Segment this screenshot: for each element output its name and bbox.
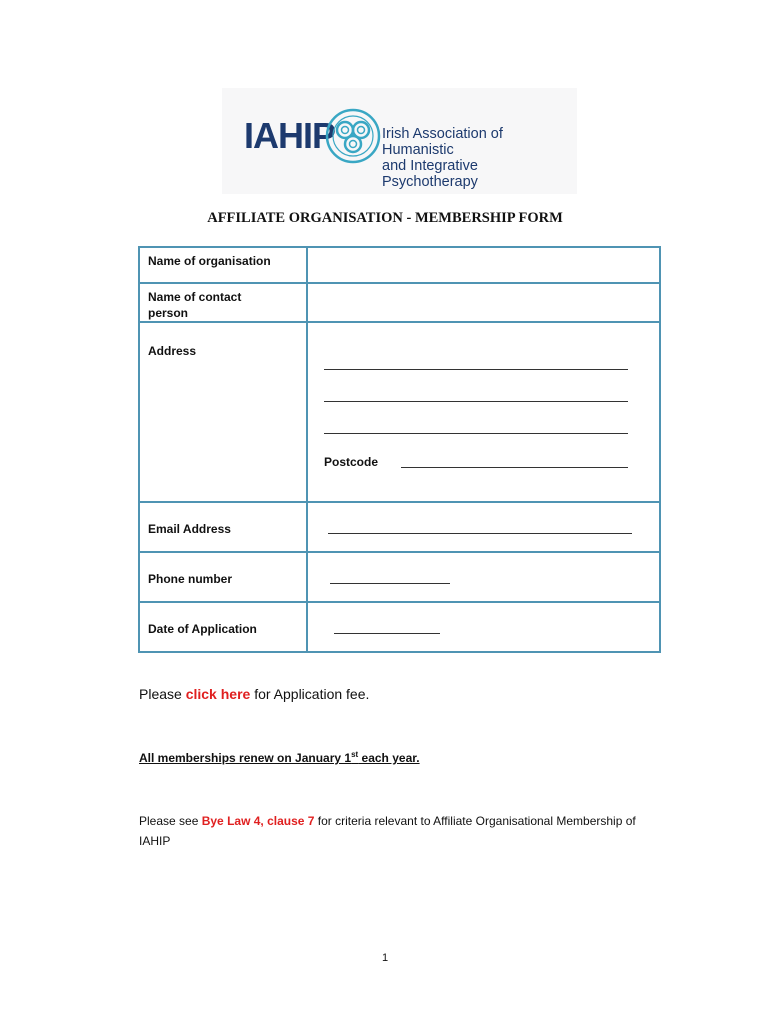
logo-abbr: IAHIP [244, 115, 336, 156]
bylaw-note: Please see Bye Law 4, clause 7 for criteria relevant to Affiliate Organisational Membership of IAHIP [139, 814, 636, 848]
logo-subtitle: Irish Association of Humanistic and Integrative Psychotherapy [382, 126, 503, 190]
contact-name-label: Name of contact person [139, 283, 307, 322]
org-name-label: Name of organisation [139, 247, 307, 283]
date-line[interactable] [334, 633, 440, 634]
email-field[interactable] [307, 502, 660, 552]
email-line[interactable] [328, 533, 632, 534]
bye-law-link[interactable]: Bye Law 4, clause 7 [201, 814, 315, 828]
address-label: Address [139, 322, 307, 502]
address-line-2[interactable] [324, 401, 628, 402]
phone-label: Phone number [139, 552, 307, 602]
page-title: AFFILIATE ORGANISATION - MEMBERSHIP FORM [207, 210, 563, 226]
fee-note: Please click here for Application fee. [139, 686, 370, 702]
logo [222, 88, 577, 194]
address-field[interactable] [307, 322, 660, 502]
email-label: Email Address [139, 502, 307, 552]
renewal-note: All memberships renew on January 1st each year. [139, 750, 420, 765]
address-line-1[interactable] [324, 369, 628, 370]
postcode-line[interactable] [401, 467, 628, 468]
date-field[interactable] [307, 602, 660, 652]
page-number: 1 [381, 952, 389, 964]
org-name-field[interactable] [307, 247, 660, 283]
click-here-link[interactable]: click here [185, 686, 251, 702]
postcode-label: Postcode [324, 455, 379, 469]
spiral-logo-icon [325, 106, 381, 166]
contact-name-field[interactable] [307, 283, 660, 322]
membership-form-table [138, 246, 661, 653]
phone-field[interactable] [307, 552, 660, 602]
date-label: Date of Application [139, 602, 307, 652]
address-line-3[interactable] [324, 433, 628, 434]
phone-line[interactable] [330, 583, 450, 584]
